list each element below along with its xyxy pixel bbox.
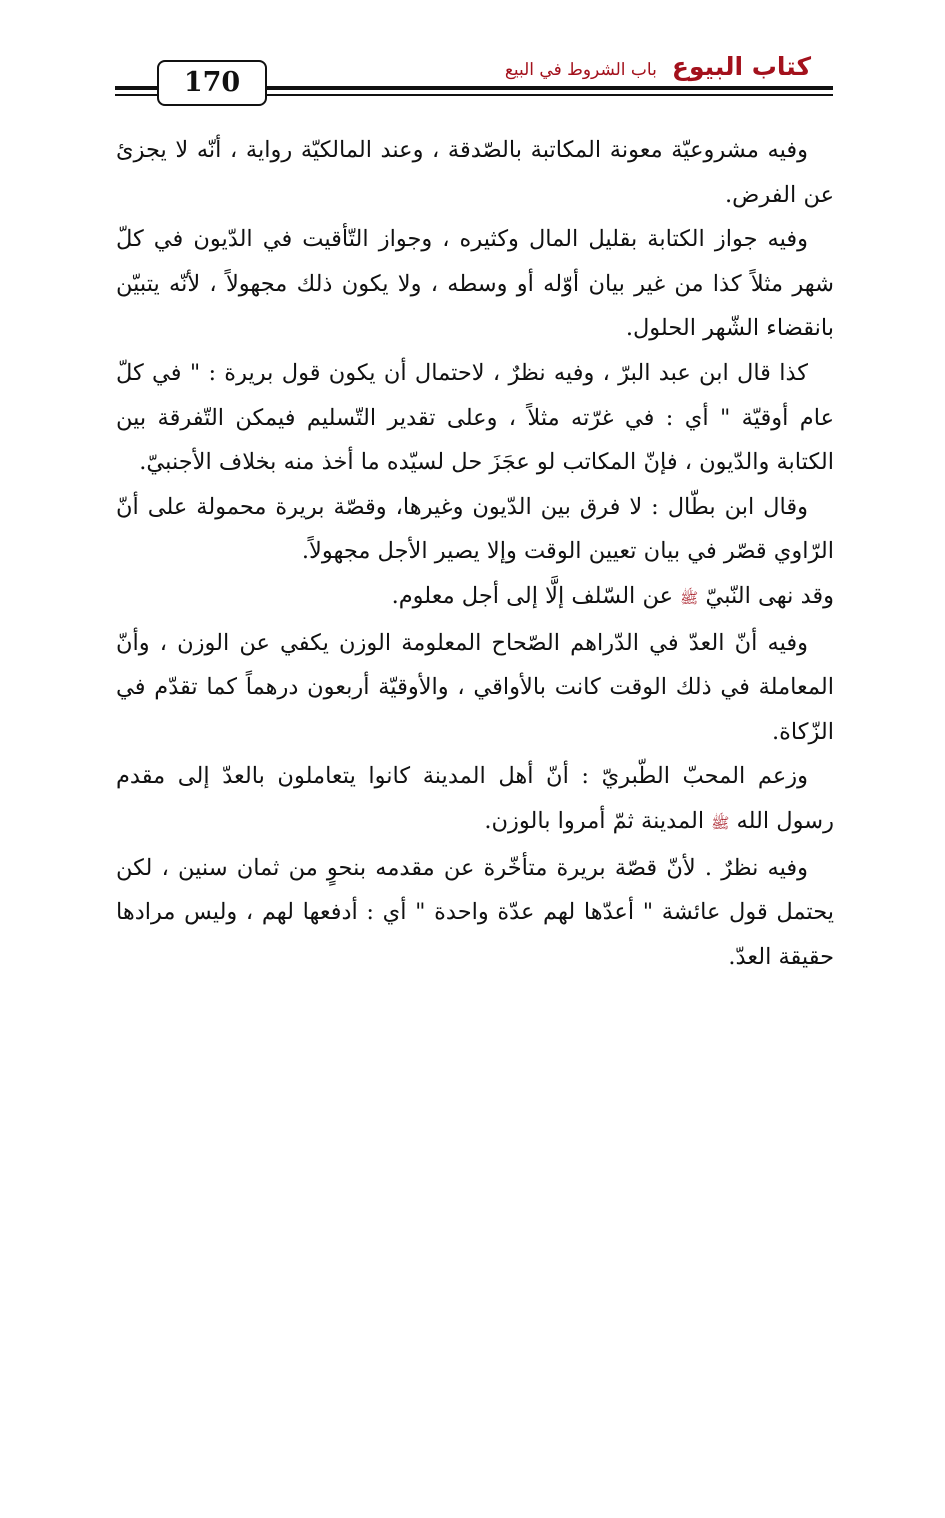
paragraph-5-before: وقد نهى النّبيّ [705, 582, 834, 609]
paragraph-4: وقال ابن بطّال : لا فرق بين الدّيون وغيرها، وقصّة بريرة محمولة على أنّ الرّاوي قصّر في بيان تعيين الوقت وإلا يصير الأجل مجهولاً. [116, 493, 834, 565]
salawat-symbol: ﷺ [711, 813, 730, 832]
paragraph-8: وفيه نظرٌ . لأنّ قصّة بريرة متأخّرة عن مقدمه بنحوٍ من ثمان سنين ، لكن يحتمل قول عائشة " أعدّها لهم عدّة واحدة " أي : أدفعها لهم ، وليس مرادها حقيقة العدّ. [116, 854, 834, 970]
page-number: 170 [157, 60, 267, 106]
page-header [115, 48, 833, 118]
book-title: كتاب البيوع [671, 52, 811, 81]
chapter-title: باب الشروط في البيع [504, 60, 657, 80]
paragraph-7-after: المدينة ثمّ أمروا بالوزن. [484, 807, 705, 834]
paragraph-3: كذا قال ابن عبد البرّ ، وفيه نظرٌ ، لاحتمال أن يكون قول بريرة : " في كلّ عام أوقيّة " أي : في غرّته مثلاً ، وعلى تقدير التّسليم فيمكن التّفرقة بين الكتابة والدّيون ، فإنّ المكاتب لو عجَزَ حل لسيّده ما أخذ منه بخلاف الأجنبيّ. [116, 359, 834, 476]
paragraph-7 [116, 754, 834, 845]
paragraph-7-before: وزعم المحبّ الطّبريّ : أنّ أهل المدينة كانوا يتعاملون بالعدّ إلى مقدم رسول الله [116, 763, 834, 834]
salawat-symbol: ﷺ [680, 588, 699, 607]
paragraph-6: وفيه أنّ العدّ في الدّراهم الصّحاح المعلومة الوزن يكفي عن الوزن ، وأنّ المعاملة في ذلك الوقت كانت بالأواقي ، والأوقيّة أربعون درهماً كما تقدّم في الزّكاة. [116, 629, 834, 745]
paragraph-1: وفيه مشروعيّة معونة المكاتبة بالصّدقة ، وعند المالكيّة رواية ، أنّه لا يجزئ عن الفرض. [116, 137, 834, 208]
header-titles [505, 52, 811, 81]
page-body [116, 128, 834, 979]
paragraph-5 [116, 574, 834, 621]
paragraph-2: وفيه جواز الكتابة بقليل المال وكثيره ، وجواز التّأقيت في الدّيون في كلّ شهر مثلاً كذا من غير بيان أوّله أو وسطه ، ولا يكون ذلك مجهولاً ، لأنّه يتبيّن بانقضاء الشّهر الحلول. [116, 226, 834, 342]
paragraph-5-after: عن السّلف إلَّا إلى أجل معلوم. [391, 582, 673, 609]
